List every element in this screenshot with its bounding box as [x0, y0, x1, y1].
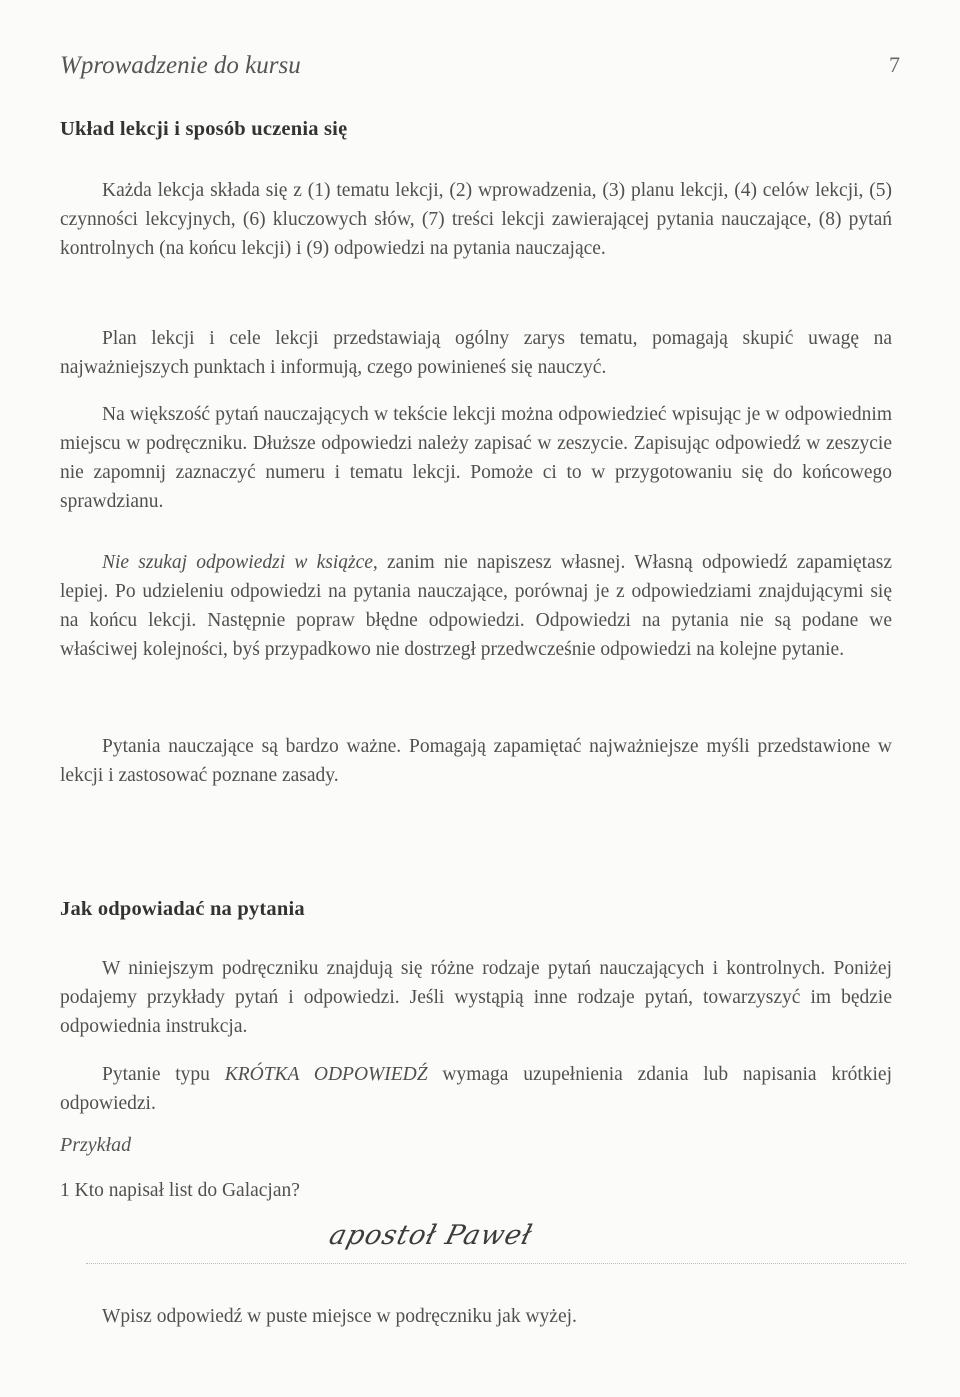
- paragraph-questions-important: Pytania nauczające są bardzo ważne. Pomagają zapamiętać najważniejsze myśli przedstawione w lekcji i zastosować poznane zasady.: [60, 736, 892, 786]
- paragraph-answering: Na większość pytań nauczających w tekście lekcji można odpowiedzieć wpisując je w odpowiednim miejscu w podręczniku. Dłuższe odpowiedzi należy zapisać w zeszycie. Zapisując odpowiedź w zeszycie nie zapomnij zaznaczyć numeru i tematu lekcji. Pomoże ci to w przygotowaniu się do końcowego sprawdzianu.: [60, 404, 892, 512]
- short-answer-type: KRÓTKA ODPOWIEDŹ: [224, 1064, 428, 1085]
- paragraph-dont-look-rest: zanim nie napiszesz własnej. Własną odpowiedź zapamiętasz lepiej. Po udzieleniu odpowiedzi na pytania nauczające, porównaj je z odpowiedziami znajdującymi się na końcu lekcji. Następnie popraw błędne odpowiedzi. Odpowiedzi na pytania nie są podane we właściwej kolejności, byś przypadkowo nie dostrzegł przedwcześnie odpowiedzi na kolejne pytanie.: [60, 552, 893, 660]
- section-heading-how-to-answer: Jak odpowiadać na pytania: [60, 898, 305, 920]
- paragraph-lesson-structure: Każda lekcja składa się z (1) tematu lekcji, (2) wprowadzenia, (3) planu lekcji, (4) celów lekcji, (5) czynności lekcyjnych, (6) kluczowych słów, (7) treści lekcji zawierającej pytania nauczające, (8) pytań kontrolnych (na końcu lekcji) i (9) odpowiedzi na pytania nauczające.: [60, 180, 892, 259]
- paragraph-plan-goals: Plan lekcji i cele lekcji przedstawiają ogólny zarys tematu, pomagają skupić uwagę na najważniejszych punktach i informują, czego powinieneś się nauczyć.: [60, 328, 892, 378]
- short-answer-intro: Pytanie typu: [102, 1064, 225, 1085]
- short-answer-rest: wymaga uzupełnienia zdania lub napisania krótkiej odpowiedzi.: [60, 1064, 892, 1114]
- emphasis-dont-look: Nie szukaj odpowiedzi w książce,: [102, 552, 378, 573]
- page-number: 7: [889, 52, 900, 77]
- running-title: Wprowadzenie do kursu: [60, 52, 301, 79]
- paragraph-dont-look: [60, 548, 892, 664]
- example-label: Przykład: [60, 1134, 132, 1156]
- example-question: 1 Kto napisał list do Galacjan?: [60, 1180, 300, 1201]
- answer-line: [86, 1262, 906, 1264]
- running-head: [60, 52, 900, 80]
- paragraph-short-answer: [60, 1060, 892, 1118]
- handwritten-answer: apostoł Paweł: [326, 1220, 536, 1251]
- instruction-text: Wpisz odpowiedź w puste miejsce w podręczniku jak wyżej.: [102, 1306, 577, 1327]
- paragraph-question-types: W niniejszym podręczniku znajdują się różne rodzaje pytań nauczających i kontrolnych. Poniżej podajemy przykłady pytań i odpowiedzi. Jeśli wystąpią inne rodzaje pytań, towarzyszyć im będzie odpowiednia instrukcja.: [60, 958, 892, 1037]
- section-heading-lesson-layout: Układ lekcji i sposób uczenia się: [60, 118, 348, 140]
